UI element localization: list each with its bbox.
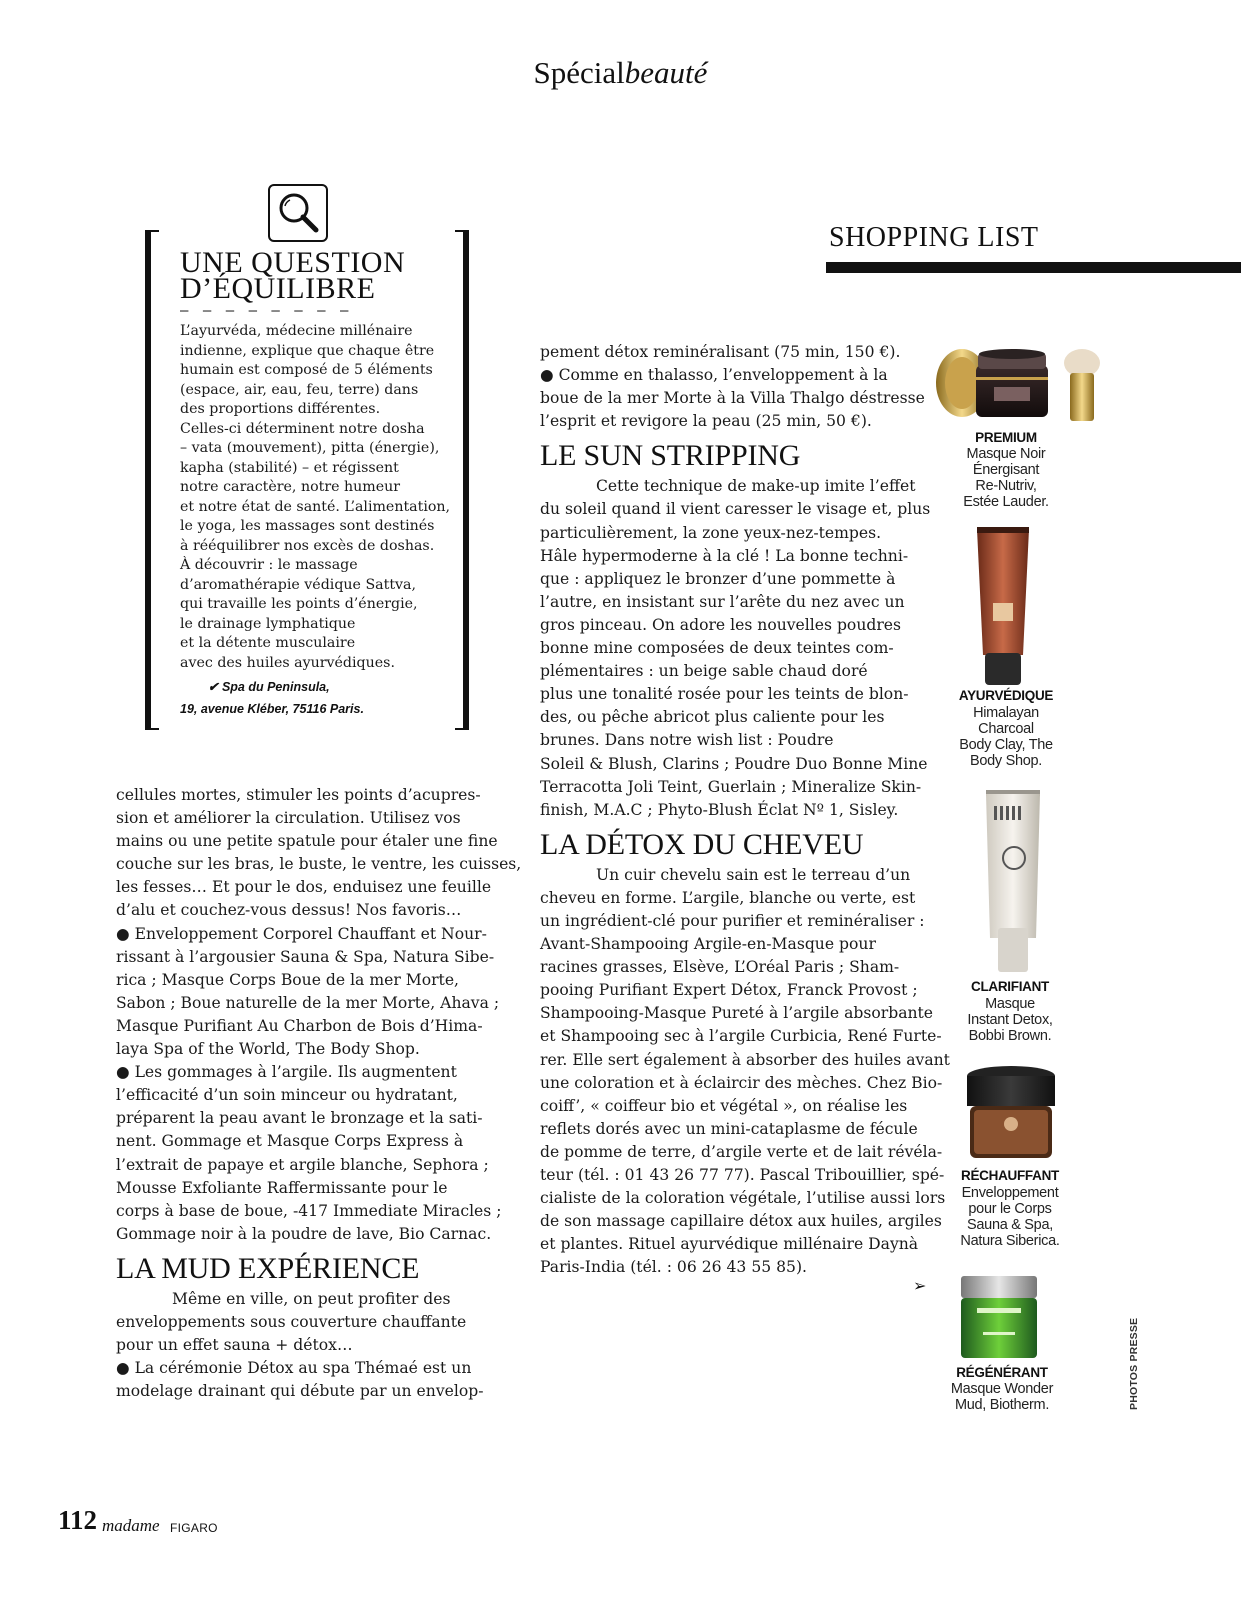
text-line: gros pinceau. On adore les nouvelles poudres — [540, 615, 902, 634]
product-category-rechauffant: RÉCHAUFFANT — [961, 1168, 1059, 1183]
box-text-line: d’aromathérapie védique Sattva, — [180, 576, 417, 593]
text-line: les fesses… Et pour le dos, enduisez une feuille — [116, 878, 492, 897]
product-desc-rechauffant — [940, 1185, 1080, 1249]
box-text-line: L’ayurvéda, médecine millénaire — [180, 323, 413, 339]
text-line: couche sur les bras, le buste, le ventre, les cuisses, — [116, 855, 522, 874]
text-line: pour un effet sauna + détox… — [116, 1336, 353, 1355]
text-line: Un cuir chevelu sain est le terreau d’un — [596, 865, 911, 884]
product-category-ayurvedique: AYURVÉDIQUE — [958, 688, 1054, 703]
text-line: pement détox reminéralisant (75 min, 150 €). — [540, 343, 901, 361]
product-category-clarifiant: CLARIFIANT — [971, 979, 1049, 994]
section-label: Spécial — [533, 55, 625, 90]
product-desc-line: Natura Siberica. — [960, 1233, 1060, 1249]
box-text-line: (espace, air, eau, feu, terre) dans — [180, 381, 419, 398]
product-desc-regenerant — [932, 1381, 1072, 1413]
product-desc-clarifiant — [940, 996, 1080, 1044]
text-line: nent. Gommage et Masque Corps Express à — [116, 1132, 464, 1151]
shopping-bar — [826, 262, 1241, 273]
box-title-line1: UNE QUESTION — [180, 246, 406, 279]
arrow-icon: ➢ — [913, 1276, 927, 1295]
text-line: rer. Elle sert également à absorber des huiles avant — [540, 1050, 950, 1069]
text-line: Masque Purifiant Au Charbon de Bois d’Hima- — [116, 1016, 483, 1035]
box-title-line2: D’ÉQUILIBRE — [180, 272, 376, 305]
text-line: modelage drainant qui débute par un envelop- — [116, 1382, 484, 1401]
text-line: rissant à l’argousier Sauna & Spa, Natura Sibe- — [116, 947, 495, 966]
product-desc-line: Masque Wonder — [950, 1381, 1054, 1397]
box-text-line: – vata (mouvement), pitta (énergie), — [180, 440, 440, 456]
mid-paragraph-2 — [540, 864, 950, 1280]
product-category-premium: PREMIUM — [975, 430, 1037, 445]
box-text-line: et notre état de santé. L’alimentation, — [180, 498, 451, 515]
text-line: mains ou une petite spatule pour étaler une fine — [116, 832, 498, 851]
heading-detox: LA DÉTOX DU CHEVEU — [540, 827, 864, 861]
text-line: que : appliquez le bronzer d’une pommette à — [540, 569, 896, 588]
left-column — [116, 784, 522, 1403]
heading-sun: LE SUN STRIPPING — [540, 439, 801, 473]
text-line: un ingrédient-clé pour purifier et reminéraliser : — [540, 911, 925, 930]
text-line: Avant-Shampooing Argile-en-Masque pour — [540, 935, 876, 954]
product-desc-line: Masque — [985, 996, 1035, 1012]
text-line: Terracotta Joli Teint, Guerlain ; Mineralize Skin- — [540, 777, 922, 796]
product-image-premium — [934, 345, 1109, 425]
mid-paragraph-1 — [540, 475, 931, 821]
left-paragraph-2 — [116, 1288, 488, 1403]
section-label-italic: beauté — [624, 55, 708, 90]
product-desc-line: Énergisant — [972, 462, 1040, 478]
product-desc-ayurvedique — [936, 705, 1076, 769]
text-line: cialiste de la coloration végétale, l’utilise aussi lors — [540, 1189, 946, 1208]
photo-credit: PHOTOS PRESSE — [1128, 1317, 1140, 1410]
product-desc-premium — [936, 446, 1076, 510]
product-image-ayurvedique — [975, 525, 1031, 687]
product-desc-line: Re-Nutriv, — [975, 478, 1037, 494]
magnifier-icon — [268, 184, 328, 242]
address-line2: 19, avenue Kléber, 75116 Paris. — [180, 702, 364, 716]
text-line: ● Les gommages à l’argile. Ils augmentent — [116, 1063, 457, 1082]
middle-column — [540, 341, 950, 1279]
shopping-title: SHOPPING LIST — [829, 222, 1039, 253]
text-line: sion et améliorer la circulation. Utilisez vos — [116, 809, 461, 828]
mid-paragraph-0 — [540, 341, 925, 433]
text-line: préparent la peau avant le bronzage et la sati- — [116, 1109, 483, 1128]
box-text-line: kapha (stabilité) – et régissent — [180, 459, 399, 476]
text-line: une coloration et à éclaircir des mèches. Chez Bio- — [540, 1073, 943, 1092]
text-line: d’alu et couchez-vous dessus! Nos favoris… — [116, 901, 462, 920]
product-desc-line: Body Shop. — [970, 753, 1042, 769]
left-paragraph-1 — [116, 784, 522, 1246]
text-line: Soleil & Blush, Clarins ; Poudre Duo Bonne Mine — [540, 754, 928, 773]
text-line: Sabon ; Boue naturelle de la mer Morte, Ahava ; — [116, 993, 500, 1012]
text-line: Mousse Exfoliante Raffermissante pour le — [116, 1178, 448, 1197]
box-text-line: Celles-ci déterminent notre dosha — [180, 420, 425, 437]
text-line: finish, M.A.C ; Phyto-Blush Éclat Nº 1, Sisley. — [540, 800, 899, 819]
product-desc-line: Sauna & Spa, — [967, 1217, 1053, 1233]
text-line: teur (tél. : 01 43 26 77 77). Pascal Tribouillier, spé- — [540, 1166, 945, 1184]
product-desc-line: Mud, Biotherm. — [954, 1397, 1050, 1413]
box-dashes: — — — — — — — — — [180, 303, 352, 319]
text-line: des, ou pêche abricot plus caliente pour les — [540, 708, 885, 727]
text-line: Gommage noir à la poudre de lave, Bio Carnac. — [116, 1224, 492, 1243]
text-line: plus une tonalité rosée pour les teints de blon- — [540, 685, 909, 704]
box-text — [180, 322, 450, 673]
section-title — [0, 55, 1241, 91]
text-line: Hâle hypermoderne à la clé ! La bonne techni- — [540, 546, 909, 565]
box-text-line: notre caractère, notre humeur — [180, 479, 401, 495]
text-line: particulièrement, la zone yeux-nez-tempes. — [540, 523, 882, 542]
text-line: brunes. Dans notre wish list : Poudre — [540, 731, 834, 750]
product-image-rechauffant — [964, 1064, 1058, 1164]
text-line: rica ; Masque Corps Boue de la mer Morte, — [116, 970, 460, 989]
text-line: de pomme de terre, d’argile verte et de lait révéla- — [540, 1142, 943, 1161]
text-line: ● Comme en thalasso, l’enveloppement à la — [540, 366, 888, 385]
product-desc-line: Bobbi Brown. — [968, 1028, 1052, 1044]
product-desc-line: Charcoal — [978, 721, 1034, 737]
box-title — [180, 246, 450, 305]
text-line: coiff’, « coiffeur bio et végétal », on réalise les — [540, 1096, 908, 1115]
box-text-line: des proportions différentes. — [180, 401, 381, 417]
address-line1: ✔ Spa du Peninsula, — [208, 680, 330, 694]
text-line: cellules mortes, stimuler les points d’acupres- — [116, 786, 481, 804]
box-text-line: indienne, explique que chaque être — [180, 342, 435, 359]
text-line: de son massage capillaire détox aux huiles, argiles — [540, 1212, 942, 1231]
product-desc-line: Masque Noir — [966, 446, 1046, 462]
text-line: du soleil quand il vient caresser le visage et, plus — [540, 500, 931, 519]
text-line: ● Enveloppement Corporel Chauffant et Nour- — [116, 924, 487, 943]
text-line: et Shampooing sec à l’argile Curbicia, René Furte- — [540, 1027, 942, 1046]
text-line: laya Spa of the World, The Body Shop. — [116, 1040, 420, 1059]
text-line: l’extrait de papaye et argile blanche, Sephora ; — [116, 1155, 489, 1174]
text-line: et plantes. Rituel ayurvédique millénaire Daynà — [540, 1235, 919, 1254]
text-line: ● La cérémonie Détox au spa Thémaé est un — [116, 1359, 472, 1378]
magazine-name: madame — [102, 1516, 160, 1535]
text-line: plémentaires : un beige sable chaud doré — [540, 662, 868, 681]
box-text-line: le yoga, les massages sont destinés — [180, 518, 435, 534]
product-image-regenerant — [955, 1274, 1043, 1362]
product-desc-line: Body Clay, The — [959, 737, 1053, 753]
box-text-line: avec des huiles ayurvédiques. — [180, 654, 395, 671]
text-line: Shampooing-Masque Pureté à l’argile absorbante — [540, 1004, 934, 1023]
text-line: boue de la mer Morte à la Villa Thalgo déstresse — [540, 389, 925, 408]
box-address — [180, 676, 450, 720]
text-line: pooing Purifiant Expert Détox, Franck Provost ; — [540, 981, 918, 1000]
product-image-clarifiant — [982, 788, 1044, 974]
text-line: corps à base de boue, -417 Immediate Miracles ; — [116, 1201, 502, 1220]
product-desc-line: Estée Lauder. — [963, 494, 1049, 510]
product-desc-line: Enveloppement — [961, 1185, 1059, 1201]
text-line: bonne mine composées de deux teintes com- — [540, 639, 894, 658]
box-frame-right — [455, 230, 469, 730]
text-line: l’autre, en insistant sur l’arête du nez avec un — [540, 592, 905, 611]
box-text-line: à rééquilibrer nos excès de doshas. — [180, 537, 435, 554]
box-text-line: À découvrir : le massage — [180, 557, 358, 573]
box-text-line: qui travaille les points d’énergie, — [180, 596, 418, 612]
text-line: cheveu en forme. L’argile, blanche ou verte, est — [540, 888, 916, 907]
text-line: reflets dorés avec un mini-cataplasme de fécule — [540, 1119, 918, 1138]
text-line: Paris-India (tél. : 06 26 43 55 85). — [540, 1258, 807, 1277]
text-line: l’efficacité d’un soin minceur ou hydratant, — [116, 1086, 458, 1105]
product-category-regenerant: RÉGÉNÉRANT — [956, 1365, 1048, 1380]
box-text-line: le drainage lymphatique — [180, 615, 356, 632]
text-line: enveloppements sous couverture chauffante — [116, 1312, 467, 1331]
product-desc-line: Himalayan — [973, 705, 1039, 721]
box-text-line: et la détente musculaire — [180, 635, 356, 651]
heading-mud: LA MUD EXPÉRIENCE — [116, 1251, 420, 1285]
text-line: l’esprit et revigore la peau (25 min, 50 €). — [540, 412, 872, 431]
box-frame-left — [145, 230, 159, 730]
product-desc-line: Instant Detox, — [967, 1012, 1053, 1028]
text-line: racines grasses, Elsève, L’Oréal Paris ; Sham- — [540, 958, 900, 977]
magazine-brand: FIGARO — [170, 1521, 218, 1535]
text-line: Même en ville, on peut profiter des — [172, 1289, 451, 1308]
product-desc-line: pour le Corps — [968, 1201, 1052, 1217]
page-number: 112 — [58, 1505, 98, 1535]
box-text-line: humain est composé de 5 éléments — [180, 362, 433, 378]
text-line: Cette technique de make-up imite l’effet — [596, 477, 916, 496]
